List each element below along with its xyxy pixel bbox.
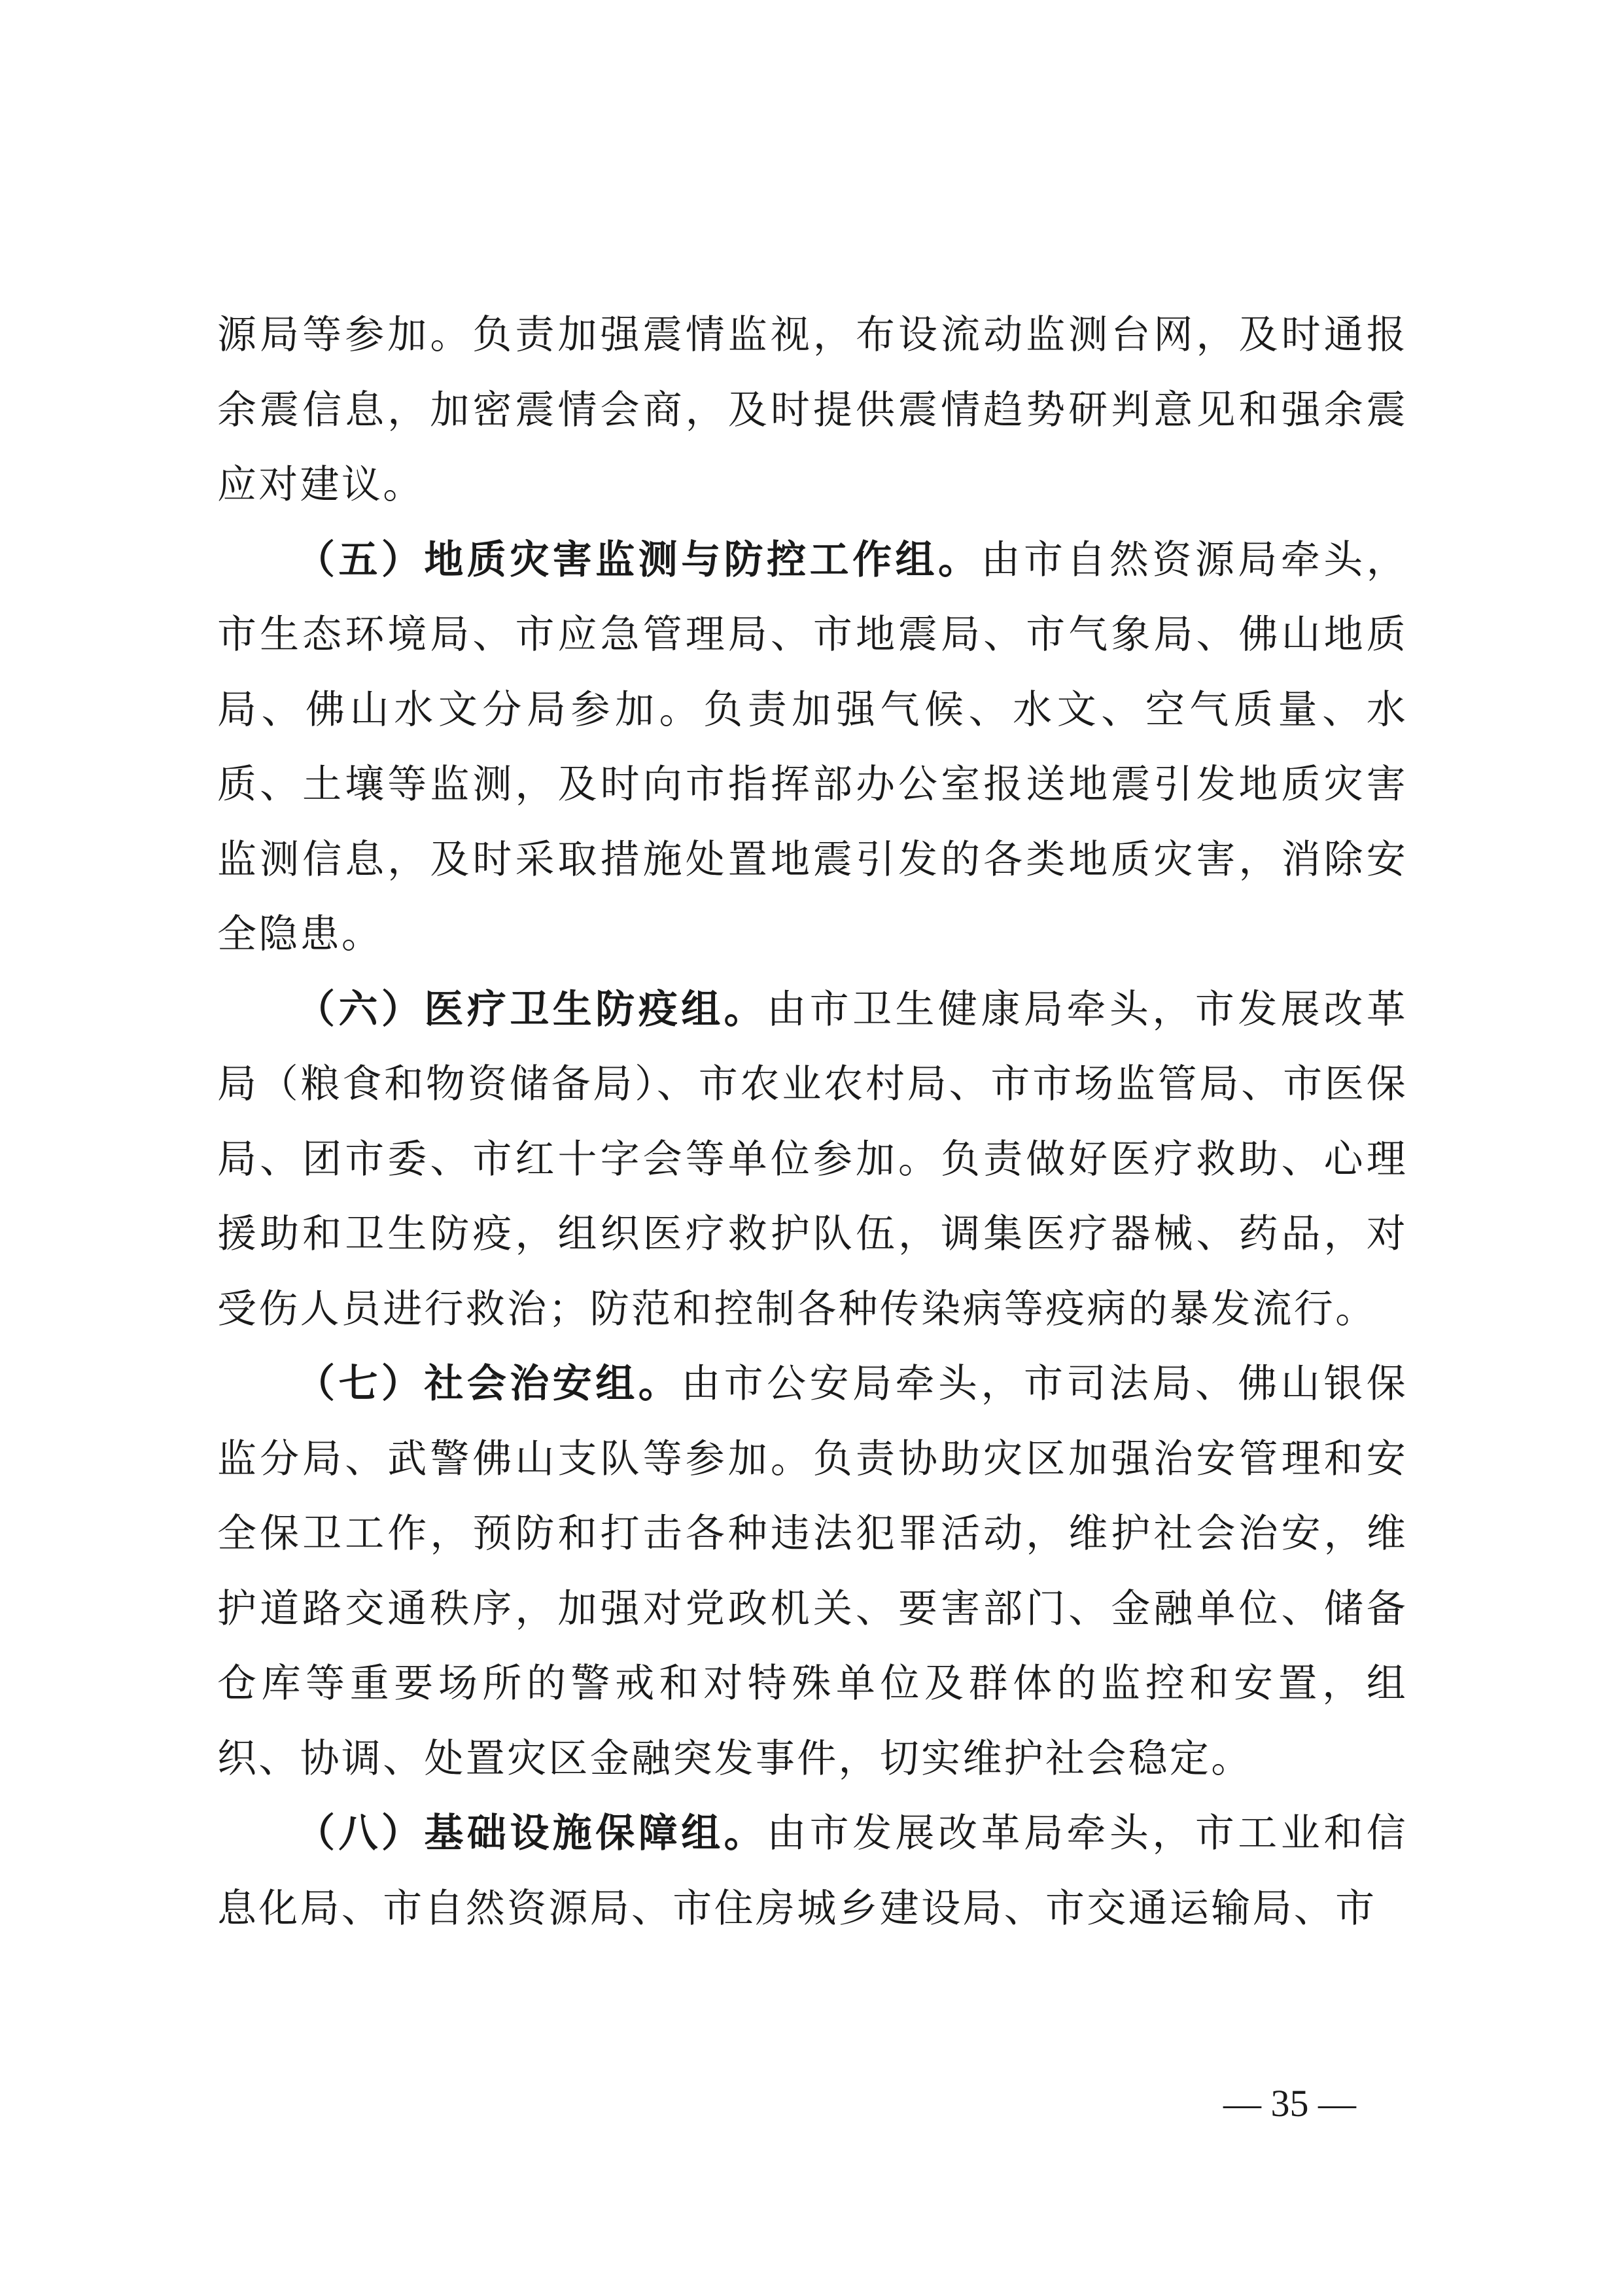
paragraph-section-8 <box>217 1796 1408 1946</box>
paragraph-body: 源局等参加。负责加强震情监视，布设流动监测台网，及时通报余震信息，加密震情会商，及时提供震情趋势研判意见和强余震应对建议。 <box>217 312 1408 508</box>
paragraph-body: 由市自然资源局牵头，市生态环境局、市应急管理局、市地震局、市气象局、佛山地质局、佛山水文分局参加。负责加强气候、水文、空气质量、水质、土壤等监测，及时向市指挥部办公室报送地震引发地质灾害监测信息，及时采取措施处置地震引发的各类地质灾害，消除安全隐患。 <box>217 537 1408 957</box>
document-body <box>217 298 1408 1946</box>
section-heading: （七）社会治安组。 <box>296 1361 682 1407</box>
page-number: — 35 — <box>1223 2082 1356 2125</box>
paragraph-body: 由市发展改革局牵头，市工业和信息化局、市自然资源局、市住房城乡建设局、市交通运输局、市 <box>217 1810 1408 1932</box>
paragraph-continuation <box>217 298 1408 523</box>
paragraph-section-6 <box>217 972 1408 1347</box>
section-heading: （八）基础设施保障组。 <box>296 1810 767 1856</box>
paragraph-body: 由市公安局牵头，市司法局、佛山银保监分局、武警佛山支队等参加。负责协助灾区加强治安管理和安全保卫工作，预防和打击各种违法犯罪活动，维护社会治安，维护道路交通秩序，加强对党政机关、要害部门、金融单位、储备仓库等重要场所的警戒和对特殊单位及群体的监控和安置，组织、协调、处置灾区金融突发事件，切实维护社会稳定。 <box>217 1361 1408 1782</box>
paragraph-body: 由市卫生健康局牵头，市发展改革局（粮食和物资储备局）、市农业农村局、市市场监管局、市医保局、团市委、市红十字会等单位参加。负责做好医疗救助、心理援助和卫生防疫，组织医疗救护队伍，调集医疗器械、药品，对受伤人员进行救治；防范和控制各种传染病等疫病的暴发流行。 <box>217 986 1408 1332</box>
paragraph-section-7 <box>217 1347 1408 1796</box>
section-heading: （五）地质灾害监测与防控工作组。 <box>296 537 981 583</box>
section-heading: （六）医疗卫生防疫组。 <box>296 986 767 1033</box>
paragraph-section-5 <box>217 523 1408 972</box>
